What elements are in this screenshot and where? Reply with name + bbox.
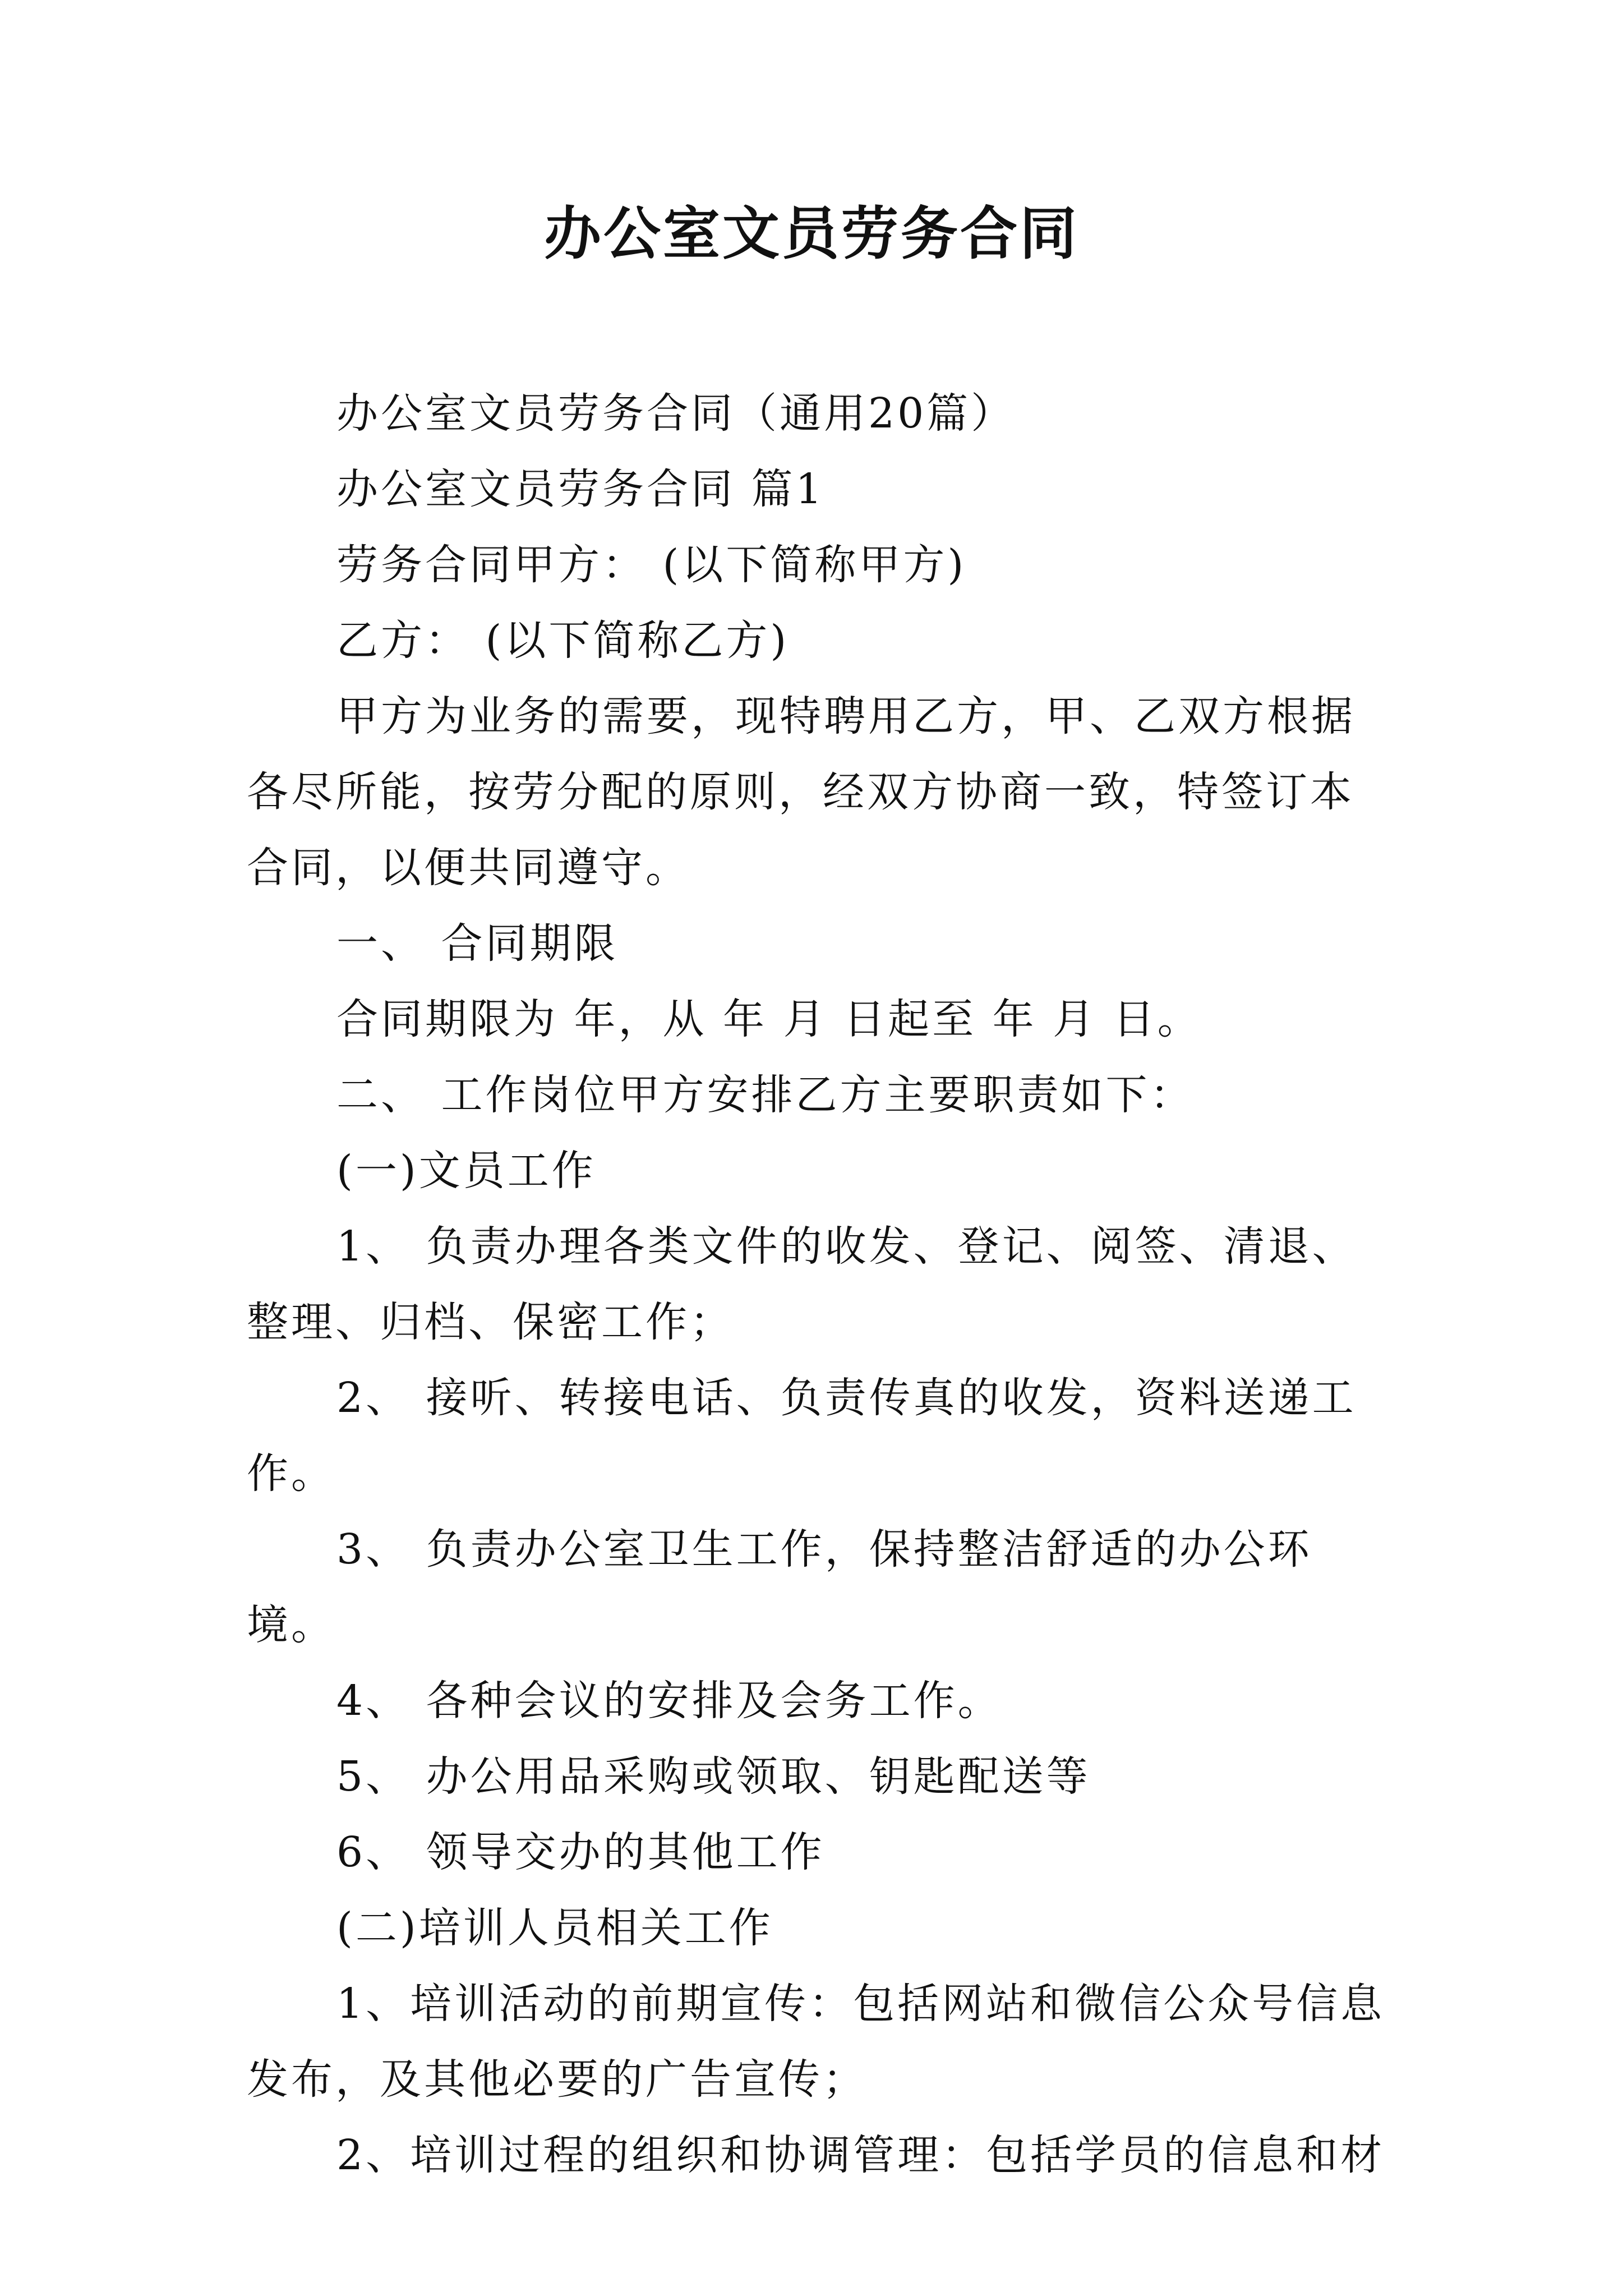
paragraph-party-b: 乙方： (以下简称乙方) bbox=[336, 616, 790, 665]
paragraph-preamble: 甲方为业务的需要，现特聘用乙方，甲、乙双方根据各尽所能，按劳分配的原则，经双方协商一致，特签订本合同，以便共同遵守。 bbox=[247, 692, 1355, 892]
paragraph-party-a: 劳务合同甲方： (以下简称甲方) bbox=[336, 541, 967, 589]
paragraph-section-heading: 办公室文员劳务合同 篇1 bbox=[336, 465, 825, 513]
paragraph-item: 4、 各种会议的安排及会务工作。 bbox=[336, 1677, 1002, 1725]
paragraph-item: 1、培训活动的前期宣传：包括网站和微信公众号信息发布，及其他必要的广告宣传； bbox=[247, 1980, 1385, 2104]
paragraph-subsection-training: (二)培训人员相关工作 bbox=[336, 1904, 773, 1952]
paragraph-subtitle: 办公室文员劳务合同（通用20篇） bbox=[336, 389, 1016, 438]
paragraph-clause-2-heading: 二、 工作岗位甲方安排乙方主要职责如下： bbox=[336, 1071, 1195, 1119]
paragraph-item: 1、 负责办理各类文件的收发、登记、阅签、清退、整理、归档、保密工作； bbox=[247, 1222, 1357, 1346]
paragraph-item: 2、 接听、转接电话、负责传真的收发，资料送递工作。 bbox=[247, 1374, 1357, 1498]
paragraph-contract-term: 合同期限为 年，从 年 月 日起至 年 月 日。 bbox=[336, 995, 1202, 1043]
document-body bbox=[247, 376, 1394, 2193]
paragraph-clause-1-heading: 一、 合同期限 bbox=[336, 919, 619, 968]
paragraph-subsection-clerk: (一)文员工作 bbox=[336, 1147, 596, 1195]
paragraph-item: 2、培训过程的组织和协调管理：包括学员的信息和材 bbox=[336, 2131, 1385, 2179]
paragraph-item: 3、 负责办公室卫生工作，保持整洁舒适的办公环境。 bbox=[247, 1525, 1312, 1649]
document-title: 办公室文员劳务合同 bbox=[544, 200, 1079, 268]
paragraph-item: 6、 领导交办的其他工作 bbox=[336, 1828, 825, 1876]
paragraph-item: 5、 办公用品采购或领取、钥匙配送等 bbox=[336, 1752, 1091, 1801]
